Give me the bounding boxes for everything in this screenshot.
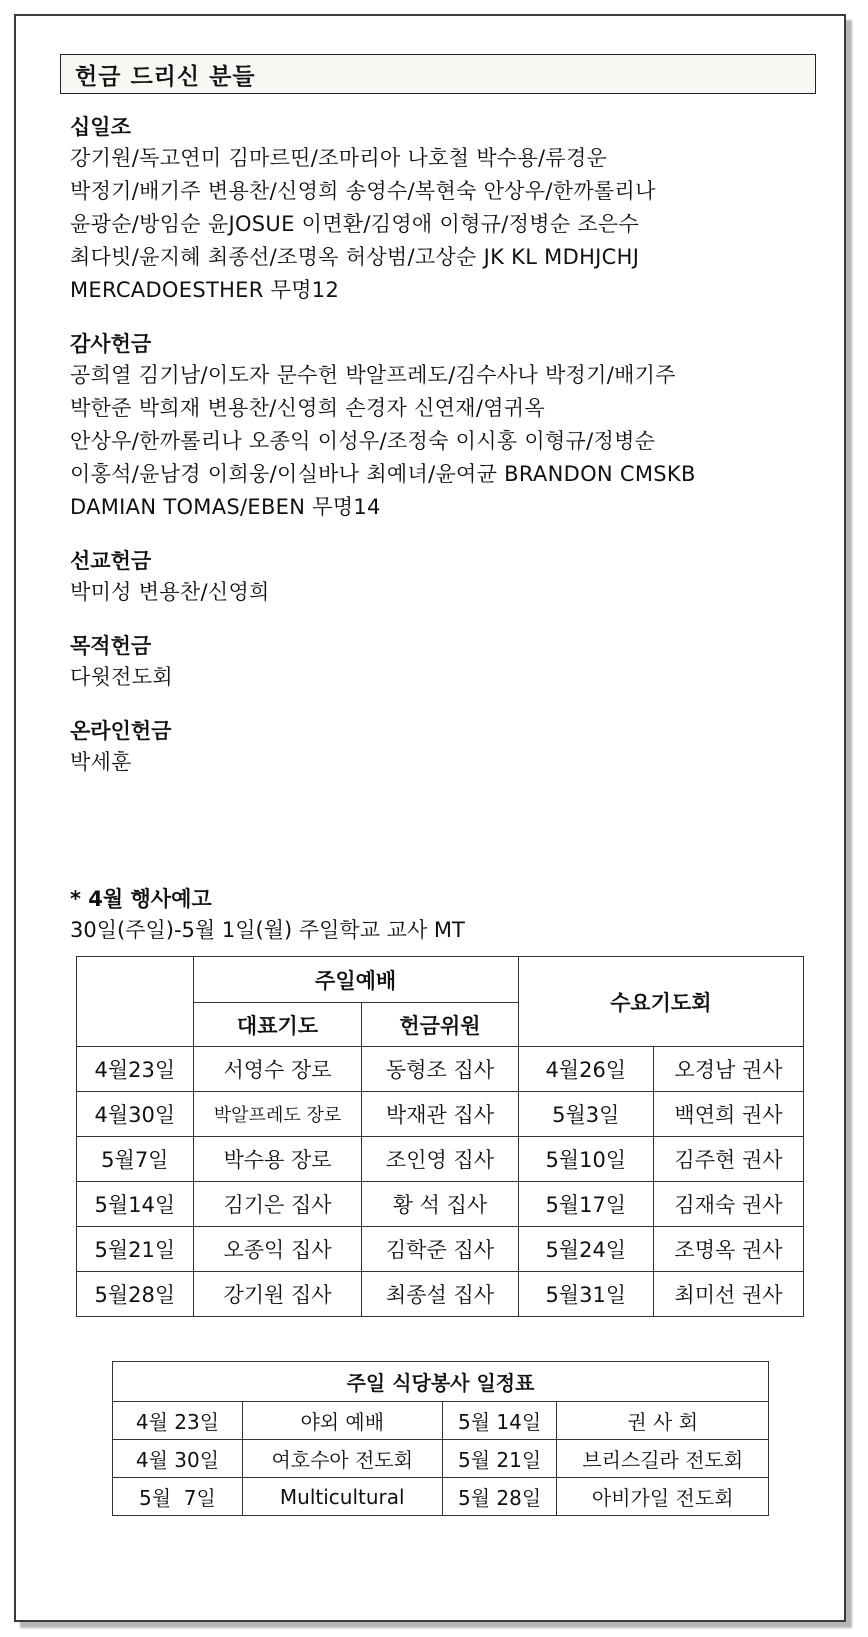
table-row	[77, 1272, 804, 1317]
section-purpose	[70, 631, 830, 694]
wed-date-cell: 5월17일	[518, 1182, 653, 1227]
date-cell: 5월 14일	[442, 1402, 557, 1440]
prayer-cell: 강기원 집사	[193, 1272, 362, 1317]
group-cell: 야외 예배	[242, 1402, 442, 1440]
wed-leader-cell: 최미선 권사	[653, 1272, 803, 1317]
section-title: 감사헌금	[70, 332, 152, 356]
date-cell: 4월30일	[77, 1092, 194, 1137]
offering-cell: 최종설 집사	[362, 1272, 518, 1317]
wed-date-cell: 4월26일	[518, 1047, 653, 1092]
offering-list	[70, 112, 830, 801]
prayer-cell: 박수용 장로	[193, 1137, 362, 1182]
table-row	[113, 1402, 769, 1440]
offering-cell: 김학준 집사	[362, 1227, 518, 1272]
section-tithe	[70, 112, 830, 307]
wed-date-cell: 5월31일	[518, 1272, 653, 1317]
representative-prayer-header: 대표기도	[193, 1003, 362, 1047]
name-line: 공희열 김기남/이도자 문수헌 박알프레도/김수사나 박정기/배기주	[70, 363, 676, 387]
group-cell: 권 사 회	[557, 1402, 769, 1440]
wed-leader-cell: 김재숙 권사	[653, 1182, 803, 1227]
event-detail: 30일(주일)-5월 1일(월) 주일학교 교사 MT	[70, 918, 465, 942]
offering-cell: 동형조 집사	[362, 1047, 518, 1092]
date-cell: 5월 28일	[442, 1478, 557, 1516]
table-row	[77, 1227, 804, 1272]
date-cell: 5월28일	[77, 1272, 194, 1317]
group-cell: Multicultural	[242, 1478, 442, 1516]
name-line: 강기원/독고연미 김마르띤/조마리아 나호철 박수용/류경운	[70, 146, 608, 170]
sunday-worship-header: 주일예배	[193, 957, 518, 1003]
name-line: MERCADOESTHER 무명12	[70, 278, 340, 302]
prayer-cell: 오종익 집사	[193, 1227, 362, 1272]
name-line: 박한준 박희재 변용찬/신영희 손경자 신연재/염귀옥	[70, 396, 545, 420]
date-cell: 5월7일	[77, 1137, 194, 1182]
wed-leader-cell: 백연희 권사	[653, 1092, 803, 1137]
date-cell: 4월23일	[77, 1047, 194, 1092]
date-cell: 4월 23일	[113, 1402, 243, 1440]
prayer-cell: 박알프레도 장로	[193, 1092, 362, 1137]
table-row	[77, 1182, 804, 1227]
prayer-cell: 김기은 집사	[193, 1182, 362, 1227]
name-line: 박세훈	[70, 750, 132, 774]
date-cell: 5월 7일	[113, 1478, 243, 1516]
table-row	[113, 1478, 769, 1516]
table-row	[113, 1440, 769, 1478]
group-cell: 여호수아 전도회	[242, 1440, 442, 1478]
wednesday-prayer-header: 수요기도회	[518, 957, 803, 1047]
cafeteria-schedule-table	[112, 1361, 769, 1516]
page-title	[60, 54, 816, 94]
name-line: 박정기/배기주 변용찬/신영희 송영수/복현숙 안상우/한까롤리나	[70, 179, 656, 203]
wed-date-cell: 5월24일	[518, 1227, 653, 1272]
offering-cell: 조인영 집사	[362, 1137, 518, 1182]
section-online	[70, 716, 830, 779]
date-cell: 4월 30일	[113, 1440, 243, 1478]
name-line: 안상우/한까롤리나 오종익 이성우/조정숙 이시홍 이형규/정병순	[70, 429, 656, 453]
section-title: 십일조	[70, 115, 131, 139]
name-line: 다윗전도회	[70, 665, 173, 689]
table-row	[77, 1092, 804, 1137]
event-title: * 4월 행사예고	[70, 887, 212, 911]
date-cell: 5월14일	[77, 1182, 194, 1227]
table-row	[77, 1137, 804, 1182]
date-cell: 5월21일	[77, 1227, 194, 1272]
section-mission	[70, 546, 830, 609]
section-title: 목적헌금	[70, 634, 152, 658]
offering-cell: 황 석 집사	[362, 1182, 518, 1227]
section-title: 선교헌금	[70, 549, 152, 573]
wed-date-cell: 5월3일	[518, 1092, 653, 1137]
cafeteria-title: 주일 식당봉사 일정표	[113, 1362, 769, 1402]
section-thanksgiving	[70, 329, 830, 524]
wed-leader-cell: 조명옥 권사	[653, 1227, 803, 1272]
worship-schedule-table	[76, 956, 804, 1317]
name-line: DAMIAN TOMAS/EBEN 무명14	[70, 495, 381, 519]
page-title-text: 헌금 드리신 분들	[75, 63, 256, 90]
empty-header-cell	[77, 957, 194, 1047]
wed-date-cell: 5월10일	[518, 1137, 653, 1182]
name-line: 박미성 변용찬/신영희	[70, 580, 270, 604]
date-cell: 5월 21일	[442, 1440, 557, 1478]
wed-leader-cell: 김주현 권사	[653, 1137, 803, 1182]
offering-committee-header: 헌금위원	[362, 1003, 518, 1047]
prayer-cell: 서영수 장로	[193, 1047, 362, 1092]
table-row	[77, 1047, 804, 1092]
name-line: 이홍석/윤남경 이희웅/이실바나 최예녀/윤여균 BRANDON CMSKB	[70, 462, 696, 486]
wed-leader-cell: 오경남 권사	[653, 1047, 803, 1092]
section-title: 온라인헌금	[70, 719, 172, 743]
name-line: 최다빗/윤지혜 최종선/조명옥 허상범/고상순 JK KL MDHJCHJ	[70, 245, 640, 269]
offering-cell: 박재관 집사	[362, 1092, 518, 1137]
group-cell: 브리스길라 전도회	[557, 1440, 769, 1478]
name-line: 윤광순/방임순 윤JOSUE 이면환/김영애 이형규/정병순 조은수	[70, 212, 640, 236]
event-notice	[70, 884, 830, 946]
group-cell: 아비가일 전도회	[557, 1478, 769, 1516]
